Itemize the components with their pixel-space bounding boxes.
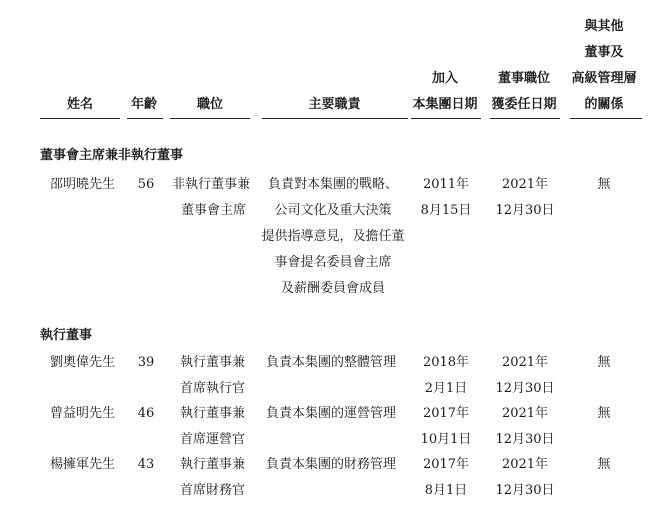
row-name: 曾益明先生 [50,406,116,421]
row-appoint-day: 12月30日 [495,203,555,218]
header-relation-line-3: 高級管理層 [571,71,637,86]
header-rule-name [40,118,120,119]
row-duties-line: 公司文化及重大決策 [274,203,392,218]
row-age: 39 [137,355,155,370]
row-join-year: 2011年 [422,177,470,192]
header-appoint-line-2: 獲委任日期 [491,97,557,112]
row-position [172,172,250,224]
header-relation-line-2: 董事及 [584,45,624,60]
row-relationship: 無 [597,177,611,192]
row-relationship: 無 [597,457,611,472]
header-rule-relation [570,118,642,119]
row-join-day: 2月1日 [424,381,468,396]
row-join-date [410,172,482,224]
row-position-line: 首席財務官 [180,483,246,498]
row-age: 43 [137,457,155,472]
header-position: 職位 [196,97,223,112]
row-join-year: 2017年 [422,406,470,421]
row-position-line: 首席執行官 [180,381,246,396]
row-relationship: 無 [597,406,611,421]
row-duties-line: 事會提名委員會主席 [274,255,392,270]
row-join-year: 2018年 [422,355,470,370]
header-rule-duties [262,118,408,119]
header-rule-position [170,118,250,119]
row-appointment-date [488,452,562,504]
header-rule-age [127,118,163,119]
row-appoint-year: 2021年 [501,457,549,472]
header-relationship [566,14,642,118]
header-join-line-1: 加入 [431,71,458,86]
row-appoint-year: 2021年 [501,355,549,370]
row-appoint-year: 2021年 [501,177,549,192]
row-join-date [410,452,482,504]
row-relationship: 無 [597,355,611,370]
row-appoint-day: 12月30日 [495,432,555,447]
row-position [180,452,245,504]
header-name: 姓名 [66,97,93,112]
header-join-line-2: 本集團日期 [412,97,478,112]
row-appoint-day: 12月30日 [495,483,555,498]
row-duties: 負責本集團的運營管理 [266,406,397,421]
row-duties-line: 及薪酬委員會成員 [280,281,385,296]
header-rule-appoint [490,118,560,119]
row-name: 邵明曉先生 [50,177,116,192]
row-position-line: 首席運營官 [180,432,246,447]
row-join-day: 8月15日 [420,203,472,218]
row-position [180,350,245,402]
row-appoint-year: 2021年 [501,406,549,421]
row-join-year: 2017年 [422,457,470,472]
row-position-line: 執行董事兼 [180,406,246,421]
header-duties: 主要職責 [308,97,361,112]
row-duties: 負責本集團的整體管理 [266,355,397,370]
row-position-line: 執行董事兼 [180,355,246,370]
row-age: 46 [137,406,155,421]
row-position-line: 執行董事兼 [180,457,246,472]
section-title-chairman: 董事會主席兼非執行董事 [40,148,184,163]
row-join-day: 8月1日 [424,483,468,498]
row-appointment-date [488,401,562,453]
row-appoint-day: 12月30日 [495,381,555,396]
row-age: 56 [137,177,155,192]
section-title-executive: 執行董事 [40,328,93,343]
header-age: 年齡 [130,97,157,112]
row-join-day: 10月1日 [420,432,472,447]
row-duties: 負責本集團的財務管理 [266,457,397,472]
header-join-date [408,66,482,118]
header-rule-join [411,118,481,119]
row-appointment-date [488,172,562,224]
row-duties-line: 提供指導意見，及擔任董 [261,229,405,244]
row-position-line: 董事會主席 [181,203,247,218]
row-appointment-date [488,350,562,402]
row-join-date [410,401,482,453]
row-duties [258,172,408,302]
row-name: 劉奧偉先生 [50,355,116,370]
row-duties-line: 負責對本集團的戰略、 [267,177,398,192]
row-position-line: 非執行董事兼 [172,177,251,192]
header-appointment-date [488,66,560,118]
header-appoint-line-1: 董事職位 [497,71,550,86]
row-name: 楊擁軍先生 [50,457,116,472]
header-relation-line-1: 與其他 [584,19,624,34]
header-relation-line-4: 的關係 [584,97,624,112]
row-join-date [410,350,482,402]
row-position [180,401,245,453]
